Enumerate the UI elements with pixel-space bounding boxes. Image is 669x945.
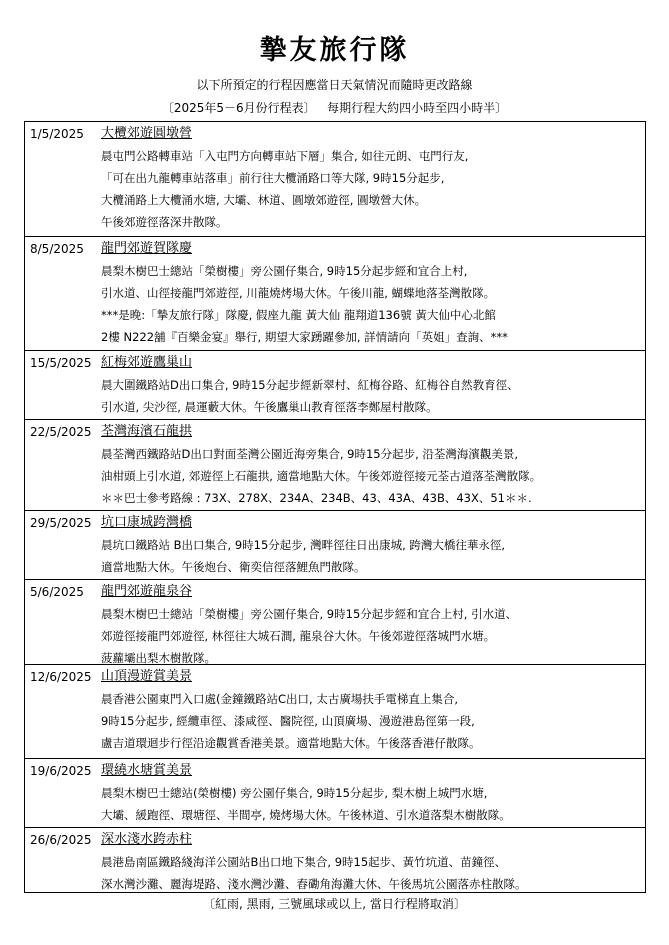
row-description-line: 郊遊徑接龍門郊遊徑, 林徑往大城石澗, 龍泉谷大休。午後郊遊徑落城門水塘。 bbox=[101, 629, 496, 643]
row-description-line: 晨梨木樹巴士總站「榮樹樓」旁公園仔集合, 9時15分起步經和宜合上村, 引水道、 bbox=[101, 607, 518, 621]
row-description bbox=[101, 145, 641, 233]
row-title: 大欖郊遊圓墩營 bbox=[101, 126, 193, 141]
row-description-line: ＊＊巴士參考路線 : 73X、278X、234A、234B、43、43A、43B、43X、51＊＊. bbox=[101, 491, 532, 505]
row-description-line: 引水道、山徑接龍門郊遊徑, 川龍燒烤場大休。午後川龍, 蝴蝶地落荃灣散隊。 bbox=[101, 286, 496, 300]
row-date: 19/6/2025 bbox=[30, 764, 92, 778]
itinerary-row bbox=[25, 122, 645, 236]
row-date: 26/6/2025 bbox=[30, 833, 92, 847]
row-description-line: 油柑頭上引水道, 郊遊徑上石龍拱, 適當地點大休。午後郊遊徑接元荃古道落荃灣散隊。 bbox=[101, 469, 542, 483]
row-date: 15/5/2025 bbox=[30, 356, 92, 370]
row-description-line: 晨梨木樹巴士總站(榮樹樓) 旁公園仔集合, 9時15分起步, 梨木樹上城門水塘, bbox=[101, 786, 488, 800]
row-description-line: 晨梨木樹巴士總站「榮樹樓」旁公園仔集合, 9時15分起步經和宜合上村, bbox=[101, 264, 468, 278]
row-description-line: 盧吉道環迴步行徑沿途觀賞香港美景。適當地點大休。午後落香港仔散隊。 bbox=[101, 736, 481, 750]
page-subtitle: 以下所預定的行程因應當日天氣情況而隨時更改路線 bbox=[196, 78, 473, 92]
itinerary-row bbox=[25, 510, 645, 579]
row-description-line: 深水灣沙灘、麗海堤路、淺水灣沙灘、舂磡角海灘大休、午後馬坑公園落赤柱散隊。 bbox=[101, 877, 527, 891]
row-title: 山頂漫遊賞美景 bbox=[101, 669, 193, 684]
row-description bbox=[101, 782, 641, 826]
row-description-line: 菠蘿壩出梨木樹散隊。 bbox=[101, 651, 216, 665]
row-description bbox=[101, 260, 641, 348]
row-description-line: 晨屯門公路轉車站「入屯門方向轉車站下層」集合, 如往元朗、屯門行友, bbox=[101, 149, 469, 163]
footer-note: 〔紅雨, 黑雨, 三號風球或以上, 當日行程將取消〕 bbox=[203, 897, 466, 911]
row-description bbox=[101, 534, 641, 578]
row-description-line: 9時15分起步, 經纜車徑、漆咸徑、醫院徑, 山頂廣場、漫遊港島徑第一段, bbox=[101, 714, 475, 728]
row-date: 29/5/2025 bbox=[30, 516, 92, 530]
row-description-line: 大壩、緩跑徑、環塘徑、半間亭, 燒烤場大休。午後林道、引水道落梨木樹散隊。 bbox=[101, 808, 511, 822]
row-description-line: 大欖涌路上大欖涌水塘, 大壩、林道、圓墩郊遊徑, 圓墩營大休。 bbox=[101, 193, 427, 207]
row-description-line: 晨荃灣西鐵路站D出口對面荃灣公園近海旁集合, 9時15分起步, 沿荃灣海濱觀美景, bbox=[101, 447, 519, 461]
row-description-line: 「可在出九龍轉車站落車」前行往大欖涌路口等大隊, 9時15分起步, bbox=[101, 171, 445, 185]
row-description bbox=[101, 851, 641, 895]
row-description-line: 2樓 N222舖『百樂金宴』舉行, 期望大家踴躍參加, 詳情請向「英姐」查詢、*** bbox=[101, 330, 508, 344]
row-description-line: 晨大圍鐵路站D出口集合, 9時15分起步經新翠村、紅梅谷路、紅梅谷自然教育徑、 bbox=[101, 378, 519, 392]
row-description bbox=[101, 603, 641, 669]
row-date: 5/6/2025 bbox=[30, 585, 84, 599]
row-title: 龍門郊遊賀隊慶 bbox=[101, 241, 193, 256]
row-date: 1/5/2025 bbox=[30, 127, 84, 141]
row-description bbox=[101, 688, 641, 754]
row-title: 紅梅郊遊鷹巢山 bbox=[101, 355, 193, 370]
row-description bbox=[101, 443, 641, 509]
row-description bbox=[101, 374, 641, 418]
row-title: 坑口康城跨灣橋 bbox=[101, 515, 193, 530]
row-description-line: ***是晚:「摯友旅行隊」隊慶, 假座九龍 黃大仙 龍翔道136號 黃大仙中心北館 bbox=[101, 308, 496, 322]
itinerary-row bbox=[25, 664, 645, 758]
itinerary-row bbox=[25, 827, 645, 892]
row-description-line: 午後郊遊徑落深井散隊。 bbox=[101, 215, 228, 229]
row-date: 8/5/2025 bbox=[30, 242, 84, 256]
itinerary-row bbox=[25, 419, 645, 510]
schedule-note: 〔2025年5－6月份行程表〕 每期行程大約四小時至四小時半〕 bbox=[161, 101, 508, 115]
itinerary-table bbox=[24, 121, 646, 893]
itinerary-row bbox=[25, 579, 645, 664]
row-description-line: 晨坑口鐵路站 B出口集合, 9時15分起步, 灣畔徑往日出康城, 跨灣大橋往華永徑, bbox=[101, 538, 506, 552]
row-title: 深水淺水跨赤柱 bbox=[101, 832, 193, 847]
row-title: 荃灣海濱石龍拱 bbox=[101, 424, 193, 439]
itinerary-row bbox=[25, 350, 645, 419]
row-description-line: 適當地點大休。午後炮台、衛奕信徑落鯉魚門散隊。 bbox=[101, 560, 366, 574]
row-title: 環繞水塘賞美景 bbox=[101, 763, 193, 778]
itinerary-row bbox=[25, 236, 645, 350]
row-description-line: 引水道, 尖沙徑, 晨運藪大休。午後鷹巢山教育徑落李鄭屋村散隊。 bbox=[101, 400, 438, 414]
row-title: 龍門郊遊龍泉谷 bbox=[101, 584, 193, 599]
row-description-line: 晨港島南區鐵路綫海洋公園站B出口地下集合, 9時15起步、黃竹坑道、苗鐘徑、 bbox=[101, 855, 507, 869]
row-date: 12/6/2025 bbox=[30, 670, 92, 684]
itinerary-row bbox=[25, 758, 645, 827]
row-description-line: 晨香港公園東門入口處(金鐘鐵路站C出口, 太古廣場扶手電梯直上集合, bbox=[101, 692, 458, 706]
page-title: 摯友旅行隊 bbox=[259, 35, 410, 66]
row-date: 22/5/2025 bbox=[30, 425, 92, 439]
